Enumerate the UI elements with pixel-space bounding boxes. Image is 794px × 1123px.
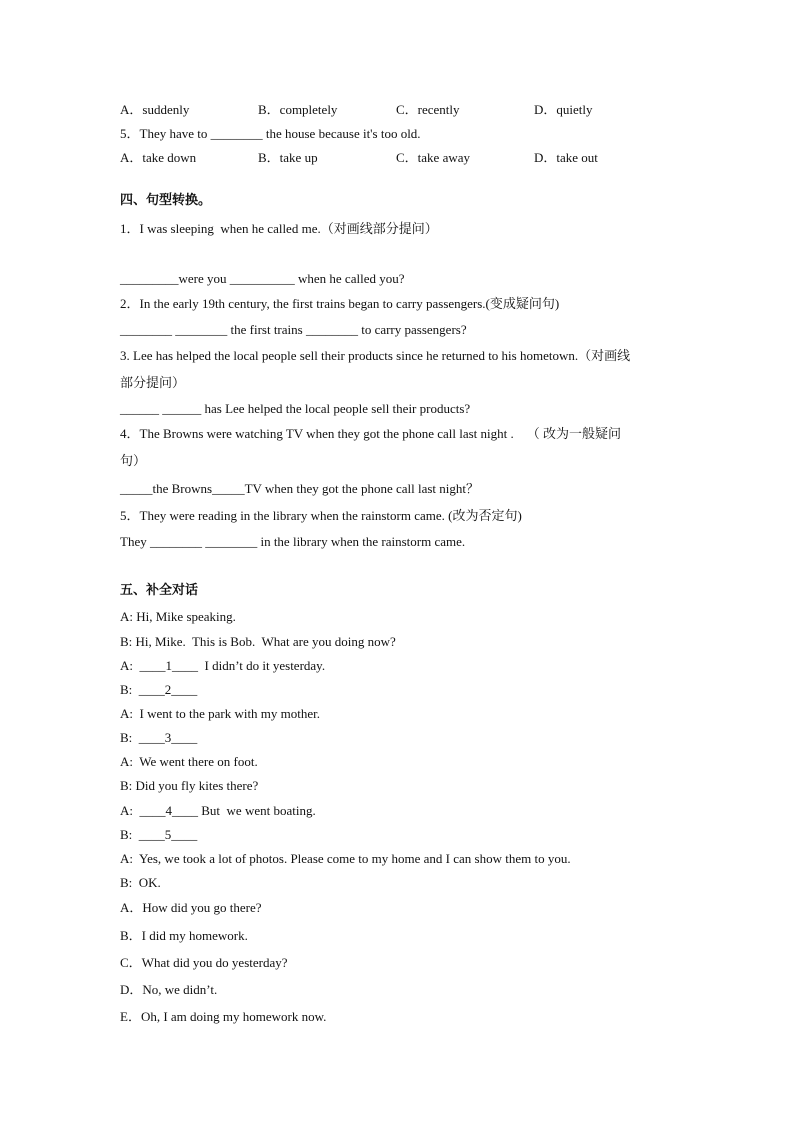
q4-option-c: C．recently [396,102,460,117]
s4-q3-question: 3. Lee has helped the local people sell their products since he returned to his hometown.（对画线 [120,348,631,363]
s4-q1-question: 1．I was sleeping when he called me.（对画线部分提问） [120,221,438,236]
s4-q1-answer: _________were you __________ when he called you? [120,271,405,286]
s4-q2-question: 2．In the early 19th century, the first trains began to carry passengers.(变成疑问句) [120,296,560,311]
s4-q2-answer: ________ ________ the first trains ________ to carry passengers? [120,322,467,337]
s4-q4-question: 4．The Browns were watching TV when they got the phone call last night . （ 改为一般疑问 [120,426,622,441]
dialogue-option-e: E．Oh, I am doing my homework now. [120,1009,327,1024]
q5-option-c: C．take away [396,150,471,165]
dialogue-line: B: ____5____ [120,827,198,842]
s4-q5-answer: They ________ ________ in the library when the rainstorm came. [120,534,466,549]
dialogue-line: A: I went to the park with my mother. [120,706,321,721]
dialogue-line: A: Yes, we took a lot of photos. Please come to my home and I can show them to you. [120,851,571,866]
q4-options-row [120,102,680,118]
q5-options-row [120,150,680,166]
q5-question: 5．They have to ________ the house because it's too old. [120,126,421,141]
dialogue-line: A: ____4____ But we went boating. [120,803,316,818]
dialogue-option-a: A．How did you go there? [120,900,262,915]
q5-option-b: B．take up [258,150,318,165]
q4-option-b: B．completely [258,102,338,117]
s4-q4-question-cont: 句） [120,453,147,468]
dialogue-option-b: B．I did my homework. [120,928,248,943]
dialogue-line: B: ____3____ [120,730,198,745]
dialogue-line: B: OK. [120,875,161,890]
dialogue-line: B: Did you fly kites there? [120,778,259,793]
section4-heading: 四、句型转换。 [120,192,212,207]
dialogue-option-c: C．What did you do yesterday? [120,955,288,970]
dialogue-line: B: ____2____ [120,682,198,697]
dialogue-line: A: We went there on foot. [120,754,258,769]
q4-option-a: A．suddenly [120,102,190,117]
q4-option-d: D．quietly [534,102,593,117]
s4-q3-answer: ______ ______ has Lee helped the local people sell their products? [120,401,471,416]
s4-q5-question: 5．They were reading in the library when the rainstorm came. (改为否定句) [120,508,522,523]
s4-q4-answer: _____the Browns_____TV when they got the phone call last night？ [120,481,480,496]
dialogue-line: A: Hi, Mike speaking. [120,609,236,624]
dialogue-line: A: ____1____ I didn’t do it yesterday. [120,658,326,673]
q5-option-d: D．take out [534,150,598,165]
dialogue-line: B: Hi, Mike. This is Bob. What are you doing now? [120,634,396,649]
q5-option-a: A．take down [120,150,197,165]
dialogue-option-d: D．No, we didn’t. [120,982,218,997]
s4-q3-question-cont: 部分提问） [120,375,186,390]
section5-heading: 五、补全对话 [120,582,199,597]
